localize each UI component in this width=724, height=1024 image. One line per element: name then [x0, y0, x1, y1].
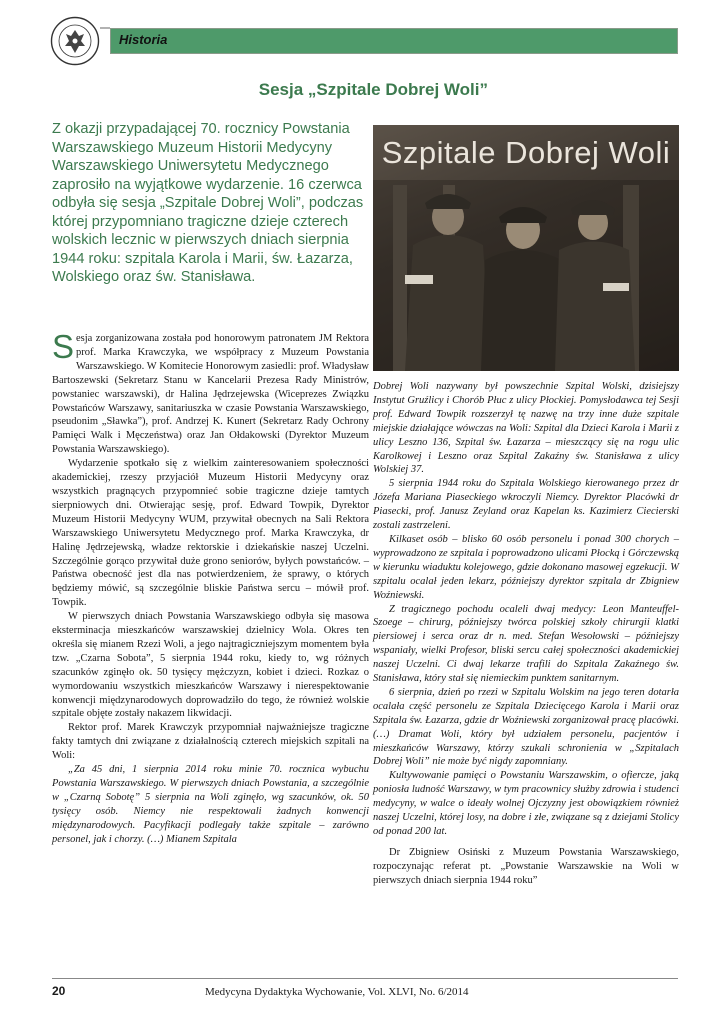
quote-paragraph: Dobrej Woli nazywany był powszechnie Szpital Wolski, dzisiejszy Instytut Gruźlicy i Chorób Płuc z ulicy Płockiej. Pomysłodawca tej Sesji prof. Edward Towpik rozszerzył tę nazwę na trzy inne duże szpitale miejskie działające wówczas na Woli: Szpital dla Dzieci Karola i Marii z ulicy Leszno 136, Szpital św. Łazarza – mieszczący się na rogu ulic Karolkowej i Leszno oraz Szpital Zakaźny św. Stanisława z ulicy Wolskiej 37.	[373, 381, 679, 476]
paragraph: Rektor prof. Marek Krawczyk przypomniał najważniejsze tragiczne fakty tamtych dni związane z działalnością czterech miejskich szpitali na Woli:	[52, 722, 369, 762]
article-lead: Z okazji przypadającej 70. rocznicy Powstania Warszawskiego Muzeum Historii Medycyny Warszawskiego Uniwersytetu Medycznego zaprosiło na wyjątkowe wydarzenie. 16 czerwca odbyła się sesja „Szpitale Dobrej Woli”, podczas której przypomniano tragiczne dzieje czterech wolskich lecznic w pierwszych dniach sierpnia 1944 roku: szpitala Karola i Marii, św. Łazarza, Wolskiego oraz św. Stanisława.	[52, 121, 364, 285]
article-title: Sesja „Szpitale Dobrej Woli”	[258, 80, 488, 99]
quote-paragraph: Z tragicznego pochodu ocaleli dwaj medycy: Leon Manteuffel-Szoege – chirurg, późniejszy twórca polskiej szkoły chirurgii klatki piersiowej i serca oraz dr n. med. Stefan Wesołowski – późniejszy wspaniały, wielki Profesor, bliski sercu całej społeczności akademickiej naszej Uczelni. Ci dwaj lekarze trafili do Szpitala Zakaźnego św. Stanisława, który stał się niemieckim punktem sanitarnym.	[373, 603, 679, 685]
footer-divider	[52, 978, 678, 979]
journal-citation: Medycyna Dydaktyka Wychowanie, Vol. XLVI, No. 6/2014	[205, 986, 469, 998]
paragraph: Dr Zbigniew Osiński z Muzeum Powstania Warszawskiego, rozpoczynając referat pt. „Powstanie Warszawskie na Woli w pierwszych dniach sierpnia 1944 roku”	[373, 846, 679, 886]
right-column	[373, 380, 679, 888]
quote-paragraph: 5 sierpnia 1944 roku do Szpitala Wolskiego kierowanego przez dr Józefa Mariana Piaseckiego wkroczyli Niemcy. Dyrektor Placówki dr Piasecki, prof. Janusz Zeyland oraz Kapelan ks. Kazimierz Ciecierski zostali zastrzeleni.	[373, 478, 679, 532]
quote-paragraph: Kilkaset osób – blisko 60 osób personelu i ponad 300 chorych – wyprowadzono ze szpitala i poprowadzono ulicami Płocką i Górczewską w kierunku wiaduktu kolejowego, gdzie dokonano masowej egzekucji. W szpitalu ocalał jeden lekarz, późniejszy dyrektor szpitala dr Zbigniew Woźniewski.	[373, 533, 679, 601]
page-number: 20	[52, 984, 66, 998]
soldiers-photo-illustration	[373, 125, 679, 371]
section-header-bar	[110, 28, 678, 54]
section-label: Historia	[119, 32, 168, 47]
photo-caption-text: Szpitale Dobrej Woli	[381, 135, 671, 170]
quote-paragraph: „Za 45 dni, 1 sierpnia 2014 roku minie 70. rocznica wybuchu Powstania Warszawskiego. W pierwszych dniach Powstania, a szczególnie w „Czarną Sobotę” 5 sierpnia na Woli zginęło, wg szacunków, ok. 50 tysięcy osób. Niemcy nie respektowali żadnych konwencji międzynarodowych. Pacyfikacji podlegały także szpitale – zarówno personel, jak i chorzy. (…) Mianem Szpitala	[52, 764, 369, 845]
paragraph: W pierwszych dniach Powstania Warszawskiego odbyła się masowa eksterminacja mieszkańców warszawskiej dzielnicy Wola. Okres ten określa się mianem Rzezi Woli, a jego najtragiczniejszym momentem była tzw. „Czarna Sobota”, 5 sierpnia 1944 roku, kiedy to, wg różnych szacunków zginęło ok. 50 tysięcy mężczyzn, kobiet i dzieci. Rozkaz o wymordowaniu wszystkich mieszkańców Warszawy i nierespektowanie konwencji międzynarodowych doprowadziło do tego, że również wolskie szpitale objęte zostały nakazem likwidacji.	[52, 611, 369, 720]
left-column	[52, 328, 369, 847]
quote-paragraph: Kultywowanie pamięci o Powstaniu Warszawskim, o ofiercze, jaką poniosła ludność Warszawy, w tym pracownicy służby zdrowia i studenci medycyny, w walce o ideały wolnej Ojczyzny jest obowiązkiem również naszej Uczelni, której losy, na dobre i złe, związane są z dziejami Stolicy od ponad 200 lat.	[373, 770, 679, 837]
paragraph: Wydarzenie spotkało się z wielkim zainteresowaniem społeczności akademickiej, rzeszy przyjaciół Muzeum Historii Medycyny oraz wszystkich pragnących przypomnieć sobie tragiczne dzieje tamtych sierpniowych dni. Otwierając sesję, prof. Edward Towpik, Dyrektor Muzeum Historii Medycyny WUM, przywitał obecnych na Sali Rektora Warszawskiego Uniwersytetu Medycznego prof. Marka Krawczyka, dr Halinę Jędrzejewską, władze rektorskie i dziekańskie naszej Uczelni. Szczególnie gorąco przywitał duże grono seniorów, byłych powstańców. – Państwa obecność jest dla nas potwierdzeniem, że sprawy, o których będziemy mówić, są szczególnie bliskie Państwa sercu – mówił prof. Towpik.	[52, 458, 369, 609]
drop-cap: S	[52, 328, 75, 365]
quote-paragraph: 6 sierpnia, dzień po rzezi w Szpitalu Wolskim na jego teren dotarła ocalała część personelu ze Szpitala Dziecięcego Karola i Marii oraz Szpitala św. Łazarza, gdzie dr Woźniewski zorganizował pracę placówki. (…) Dramat Woli, który był udziałem personelu, pacjentów i mieszkańców Warszawy, którzy szukali schronienia w „Szpitalach Dobrej Woli” nie może być nigdy zapomniany.	[373, 686, 679, 768]
paragraph: Sesja zorganizowana została pod honorowym patronatem JM Rektora prof. Marka Krawczyka, we współpracy z Muzeum Powstania Warszawskiego. W Komitecie Honorowym zasiedli: prof. Władysław Bartoszewski (Sekretarz Stanu w Kancelarii Prezesa Rady Ministrów, powstaniec warszawski), dr Halina Jędrzejewska (Wiceprezes Związku Powstańców Warszawy, sanitariuszka w czasie Powstania Warszawskiego, pseudonim „Sławka”), prof. Andrzej K. Kunert (Sekretarz Rady Ochrony Pamięci Walk i Męczeństwa) oraz Jan Ołdakowski (Dyrektor Muzeum Powstania Warszawskiego).	[52, 328, 369, 456]
article-photo	[373, 125, 679, 371]
